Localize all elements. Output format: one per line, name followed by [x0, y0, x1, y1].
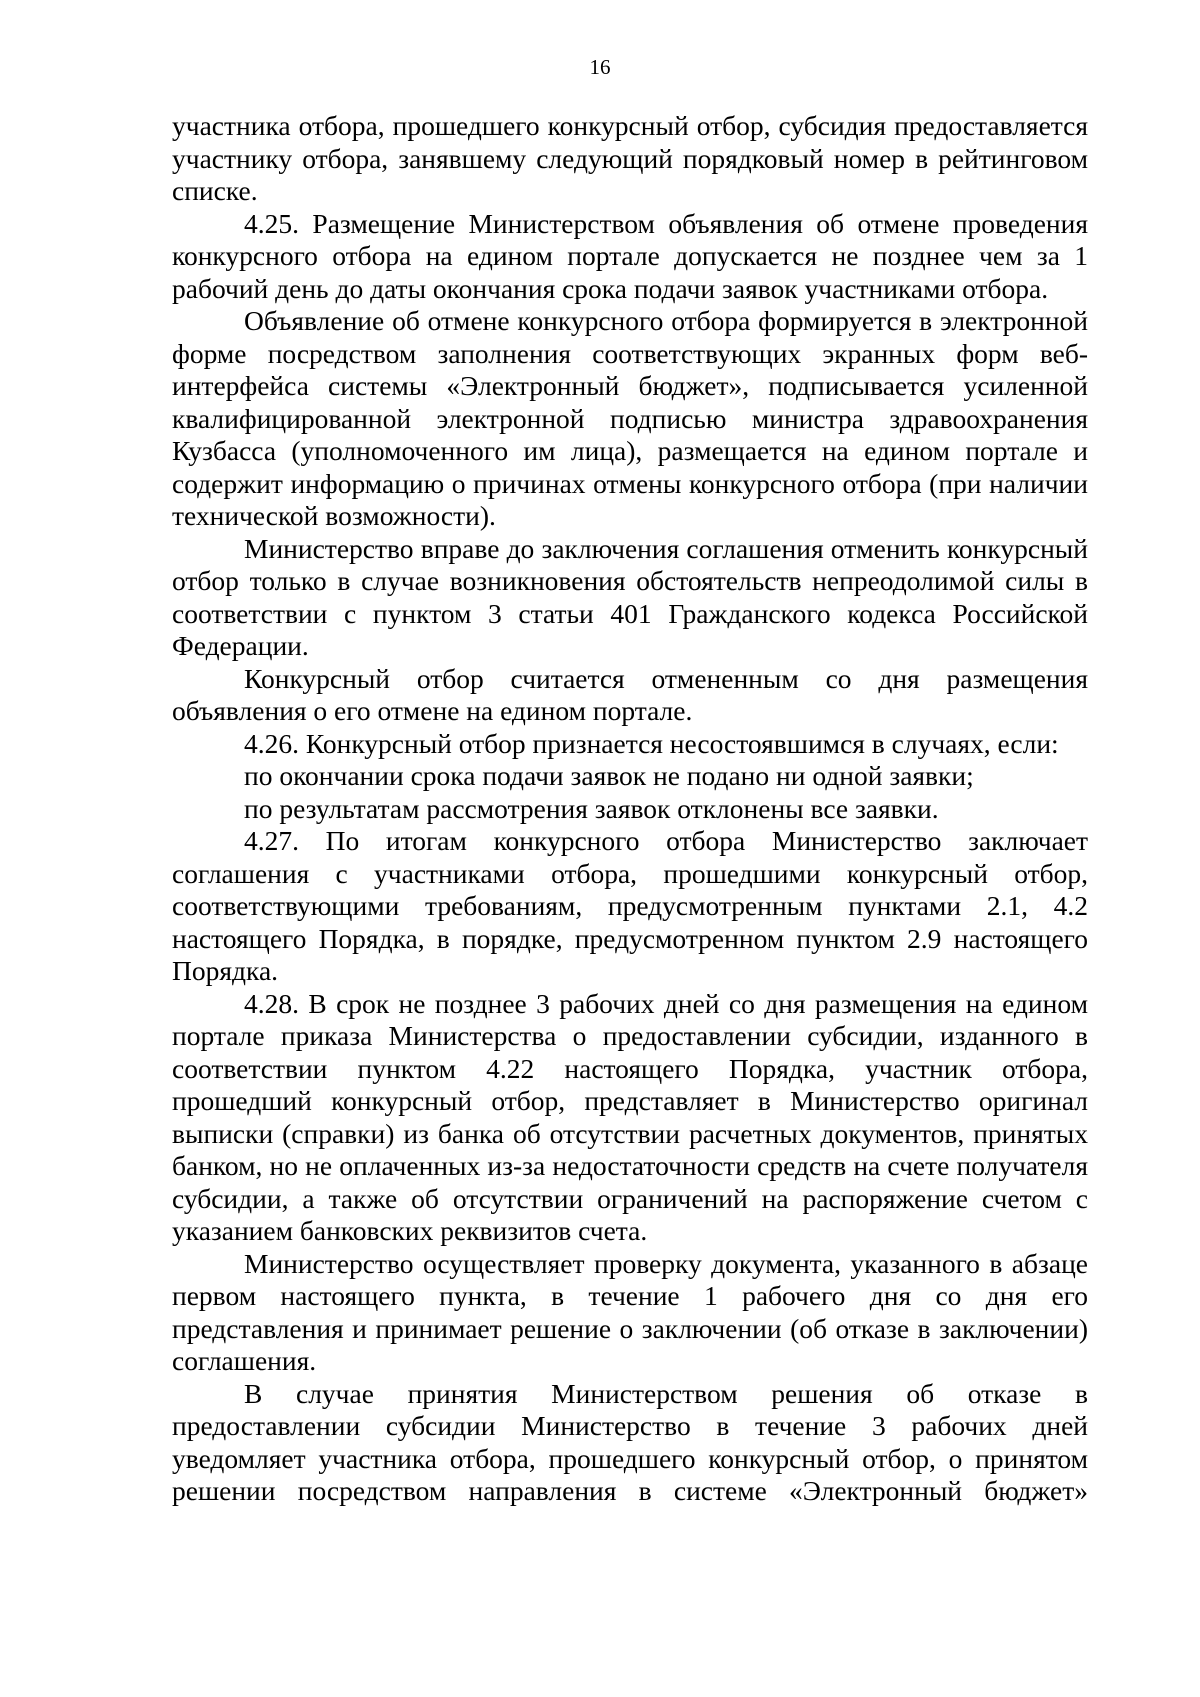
paragraph-4-27: 4.27. По итогам конкурсного отбора Министерство заключает соглашения с участниками отбора, прошедшими конкурсный отбор, соответствующими требованиям, предусмотренным пунктами 2.1, 4.2 настоящего Порядка, в порядке, предусмотренном пунктом 2.9 настоящего Порядка.: [172, 825, 1088, 986]
paragraph-4-28: 4.28. В срок не позднее 3 рабочих дней со дня размещения на едином портале приказа Министерства о предоставлении субсидии, изданного в соответствии пунктом 4.22 настоящего Порядка, участник отбора, прошедший конкурсный отбор, представляет в Министерство оригинал выписки (справки) из банка об отсутствии расчетных документов, принятых банком, но не оплаченных из-за недостаточности средств на счете получателя субсидии, а также об отсутствии ограничений на распоряжение счетом с указанием банковских реквизитов счета.: [172, 987, 1088, 1246]
paragraph-ministry-right-to-cancel: Министерство вправе до заключения соглашения отменить конкурсный отбор только в случае возникновения обстоятельств непреодолимой силы в соответствии с пунктом 3 статьи 401 Гражданского кодекса Российской Федерации.: [172, 532, 1088, 661]
paragraph-refusal-notice: В случае принятия Министерством решения об отказе в предоставлении субсидии Министерство в течение 3 рабочих дней уведомляет участника отбора, прошедшего конкурсный отбор, о принятом решении посредством направления в системе «Электронный бюджет»: [172, 1377, 1088, 1506]
paragraph-cancellation-announcement: Объявление об отмене конкурсного отбора формируется в электронной форме посредством заполнения соответствующих экранных форм веб-интерфейса системы «Электронный бюджет», подписывается усиленной квалифицированной электронной подписью министра здравоохранения Кузбасса (уполномоченного им лица), размещается на едином портале и содержит информацию о причинах отмены конкурсного отбора (при наличии технической возможности).: [172, 305, 1088, 531]
page-number: 16: [589, 55, 611, 79]
paragraph-document-check: Министерство осуществляет проверку документа, указанного в абзаце первом настоящего пункта, в течение 1 рабочего дня со дня его представления и принимает решение о заключении (об отказе в заключении) соглашения.: [172, 1247, 1088, 1376]
paragraph-continuation: участника отбора, прошедшего конкурсный отбор, субсидия предоставляется участнику отбора, занявшему следующий порядковый номер в рейтинговом списке.: [172, 110, 1088, 206]
paragraph-4-25: 4.25. Размещение Министерством объявления об отмене проведения конкурсного отбора на едином портале допускается не позднее чем за 1 рабочий день до даты окончания срока подачи заявок участниками отбора.: [172, 207, 1088, 304]
paragraph-selection-cancelled: Конкурсный отбор считается отмененным со дня размещения объявления о его отмене на едином портале.: [172, 662, 1088, 726]
document-body: [172, 110, 1088, 1508]
list-item-no-applications: по окончании срока подачи заявок не подано ни одной заявки;: [244, 760, 974, 791]
list-item-all-rejected: по результатам рассмотрения заявок отклонены все заявки.: [244, 792, 939, 824]
paragraph-4-26: 4.26. Конкурсный отбор признается несостоявшимся в случаях, если:: [244, 727, 1059, 759]
